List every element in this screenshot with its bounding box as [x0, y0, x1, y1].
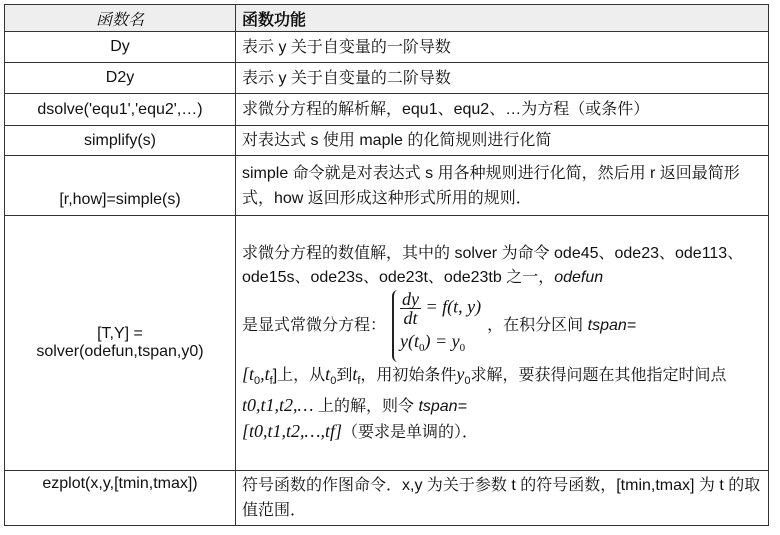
- interval-sep: ,t: [260, 363, 270, 384]
- function-name: dsolve('equ1','equ2',…): [5, 94, 236, 126]
- frac-denominator: dt: [403, 307, 418, 328]
- frac-numerator: dy: [402, 288, 420, 309]
- equation-system: [392, 290, 481, 362]
- table-row: [5, 32, 769, 63]
- tspan-term-2: tspan=: [418, 397, 467, 415]
- y0-var: y: [456, 363, 465, 384]
- subscript: 0: [464, 374, 471, 387]
- function-description: simple 命令就是对表达式 s 用各种规则进行化简，然后用 r 返回最简形式，how 返回形成这种形式所用的规则．: [236, 156, 769, 216]
- table-row: [5, 156, 769, 216]
- table-row: [5, 471, 769, 526]
- initial-condition-text: ，用初始条件: [360, 366, 457, 384]
- function-description: 求微分方程的解析解，equ1、equ2、…为方程（或条件）: [236, 94, 769, 126]
- interval-text: ，在积分区间: [487, 316, 584, 334]
- interval-open: [t: [242, 363, 255, 384]
- function-description: 表示 y 关于自变量的二阶导数: [236, 63, 769, 94]
- time-points: t0,t1,t2,…: [242, 394, 314, 415]
- equation-2-mid: ) = y: [424, 330, 460, 351]
- equation-2-lhs: y(t: [400, 330, 419, 351]
- function-name: [r,how]=simple(s): [5, 156, 236, 216]
- subscript: 0: [459, 341, 466, 354]
- function-name-line1: [T,Y] =: [97, 325, 143, 342]
- function-description: 对表达式 s 使用 maple 的化简规则进行化简: [236, 126, 769, 156]
- function-table: [4, 4, 769, 526]
- header-function-name: 函数名: [5, 5, 236, 32]
- subscript: 0: [419, 341, 425, 354]
- solution-text: 上的解，则令: [317, 397, 414, 415]
- table-row: [5, 63, 769, 94]
- function-name: [5, 216, 236, 471]
- table-row: [5, 94, 769, 126]
- equation-1-rhs: = f(t, y): [425, 296, 482, 317]
- subscript: f: [269, 374, 273, 387]
- header-function-description: 函数功能: [236, 5, 769, 32]
- table-row: [5, 126, 769, 156]
- function-name: Dy: [5, 32, 236, 63]
- function-name-line2: solver(odefun,tspan,y0): [36, 343, 204, 360]
- odefun-term: odefun: [554, 268, 604, 286]
- solve-text: 求解，要获得问题在其他指定时间点: [470, 366, 727, 384]
- function-description: 表示 y 关于自变量的一阶导数: [236, 32, 769, 63]
- function-name: D2y: [5, 63, 236, 94]
- subscript: 0: [330, 374, 337, 387]
- table-header-row: [5, 5, 769, 32]
- interval-close-text: ]上，从: [272, 366, 326, 384]
- derivative-fraction: [400, 290, 421, 327]
- to-text: 到: [336, 366, 353, 384]
- tf-var: t: [352, 363, 358, 384]
- ode-explicit-text: 是显式常微分方程：: [242, 316, 387, 334]
- subscript: 0: [254, 374, 261, 387]
- ode-intro-text: 求微分方程的数值解，其中的 solver 为命令 ode45、ode23、ode113、ode15s、ode23s、ode23t、ode23tb 之一，: [242, 244, 744, 286]
- function-description: 符号函数的作图命令．x,y 为关于参数 t 的符号函数，[tmin,tmax] 为 t 的取值范围．: [236, 471, 769, 526]
- table-row: [5, 216, 769, 471]
- subscript: f: [357, 374, 361, 387]
- tspan-term: tspan=: [587, 316, 637, 334]
- function-name: ezplot(x,y,[tmin,tmax]): [5, 471, 236, 526]
- tspan-vector: [t0,t1,t2,…,tf]: [242, 420, 343, 441]
- function-name: simplify(s): [5, 126, 236, 156]
- function-description: [236, 216, 769, 471]
- t0-var: t: [325, 363, 331, 384]
- monotonic-note: （要求是单调的）．: [342, 423, 479, 441]
